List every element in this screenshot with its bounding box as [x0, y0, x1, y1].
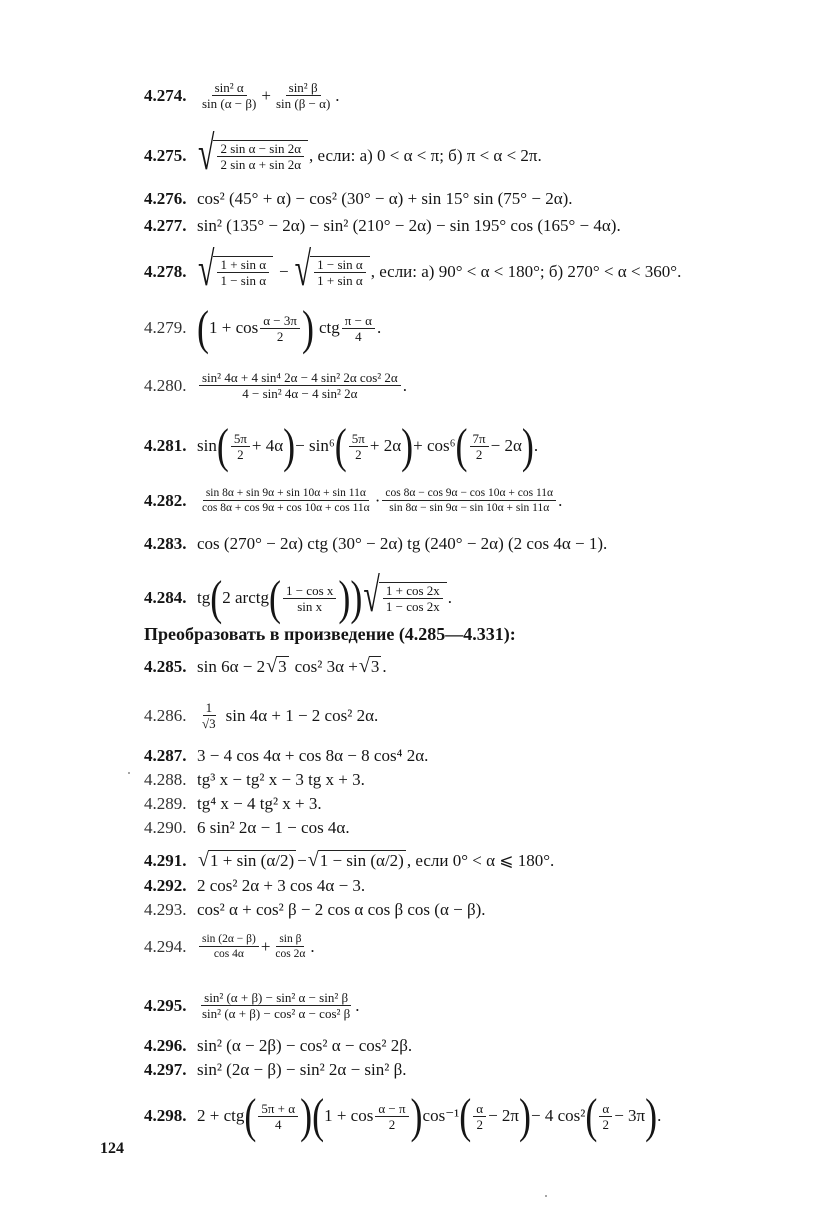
expression-part: − 2π	[488, 1106, 520, 1125]
denominator: 2	[237, 446, 244, 462]
problem-expression: ( 1 + cos $\frac{\alpha - 3\pi}{2}$ ) ctg $\frac{\pi - \alpha}{4}$ .	[197, 301, 382, 355]
operator: −	[297, 850, 307, 870]
problem-number: 4.297.	[144, 1060, 187, 1079]
problem-4-292	[144, 876, 797, 896]
expression-part: − 3π	[614, 1106, 646, 1125]
punctuation: .	[447, 588, 453, 607]
denominator: sin 8α − sin 9α − sin 10α + sin 11α	[389, 502, 550, 514]
fraction	[382, 486, 556, 515]
expression-part: 1 + cos	[209, 318, 259, 337]
numerator: sin² (α + β) − sin² α − sin² β	[201, 990, 351, 1006]
problem-expression: 2 + ctg ( $\frac{5\pi + \alpha}{4}$ ) ( 1 + cos $\frac{\alpha - \pi}{2}$ ) cos⁻¹ ( $\frac{\alpha}{2}$ − 2π ) − 4 cos² ( $\frac{\alpha}{2}$ − 3π ) .	[197, 1089, 662, 1143]
problem-number: 4.293.	[144, 900, 187, 919]
problem-number: 4.278.	[144, 262, 187, 281]
problem-expression: 2 cos² 2α + 3 cos 4α − 3.	[197, 876, 366, 895]
problem-4-298	[144, 1089, 797, 1143]
numerator: sin² 4α + 4 sin⁴ 2α − 4 sin² 2α cos² 2α	[199, 370, 401, 386]
expression-part: sin 4α + 1 − 2 cos² 2α.	[225, 705, 379, 725]
problem-number: 4.274.	[144, 85, 187, 105]
expression-part: + 4α	[251, 436, 284, 455]
problem-number: 4.277.	[144, 216, 187, 235]
condition-text: , если: а) 0 < α < π; б) π < α < 2π.	[309, 146, 542, 165]
numerator: 1 + sin α	[217, 257, 269, 273]
expression-part: cos⁻¹	[422, 1106, 460, 1125]
denominator: cos 2α	[275, 948, 306, 960]
problem-4-286	[144, 700, 797, 731]
square-root: √ 3	[266, 655, 287, 677]
punctuation: .	[558, 490, 563, 510]
fraction	[342, 313, 375, 344]
problem-number: 4.275.	[144, 146, 187, 165]
condition-text: , если: а) 90° < α < 180°; б) 270° < α < 360°.	[370, 262, 682, 281]
fraction	[258, 1101, 298, 1132]
problem-number: 4.295.	[144, 995, 187, 1015]
square-root: √ 1 − sin (α/2)	[307, 849, 404, 871]
problem-expression: tg³ x − tg² x − 3 tg x + 3.	[197, 770, 365, 789]
expression-part: + 2α	[369, 436, 402, 455]
fraction	[272, 932, 308, 961]
problem-4-294	[144, 932, 797, 961]
fraction	[217, 141, 304, 172]
punctuation: .	[376, 318, 382, 337]
expression-part: − 4 cos²	[531, 1106, 586, 1125]
problem-number: 4.287.	[144, 746, 187, 765]
problem-expression: cos (270° − 2α) ctg (30° − 2α) tg (240° − 2α) (2 cos 4α − 1).	[197, 534, 608, 553]
denominator: sin² (α + β) − cos² α − cos² β	[202, 1006, 351, 1021]
numerator: α	[473, 1101, 486, 1117]
expression-part: tg	[197, 588, 211, 607]
numerator: sin 8α + sin 9α + sin 10α + sin 11α	[203, 486, 369, 501]
denominator: cos 4α	[213, 948, 244, 960]
square-root: √ 3	[358, 655, 380, 677]
problem-number: 4.285.	[144, 656, 187, 676]
problem-4-280	[144, 370, 797, 401]
problem-number: 4.283.	[144, 534, 187, 553]
numerator: 1 + cos 2x	[383, 583, 443, 599]
square-root: √ $\frac{\text{1 + sin α}}{\text{1 − sin α}}$	[198, 256, 273, 288]
problem-expression	[197, 932, 315, 961]
operator: −	[279, 262, 289, 281]
numerator: sin² α	[212, 80, 247, 96]
problem-expression	[197, 370, 407, 401]
denominator: 1 − sin α	[220, 273, 267, 288]
operator: +	[260, 936, 271, 956]
problem-expression	[197, 486, 562, 515]
numerator: 1 − sin α	[314, 257, 366, 273]
problem-4-287	[144, 746, 797, 766]
problem-expression: tg⁴ x − 4 tg² x + 3.	[197, 794, 322, 813]
numerator: sin (2α − β)	[199, 932, 259, 947]
square-root: √ $\frac{\text{2 sin α − sin 2α}}{\text{2 sin α + sin 2α}}$	[198, 140, 308, 172]
fraction	[199, 990, 353, 1021]
expression-part: − sin⁶	[295, 436, 335, 455]
expression-part: 2 arctg	[222, 588, 269, 607]
numerator: 1	[203, 700, 216, 716]
problem-4-288	[144, 770, 797, 790]
problem-number: 4.286.	[144, 705, 187, 725]
denominator: 2	[355, 446, 362, 462]
numerator: cos 8α − cos 9α − cos 10α + cos 11α	[382, 486, 556, 501]
fraction	[473, 1101, 486, 1132]
fraction	[217, 257, 269, 288]
punctuation: .	[310, 936, 315, 956]
fraction	[199, 932, 259, 961]
problem-number: 4.281.	[144, 436, 187, 455]
problem-4-296	[144, 1036, 797, 1056]
problem-number: 4.279.	[144, 318, 187, 337]
numerator: 5π	[231, 431, 250, 447]
denominator: 1 + sin α	[317, 273, 363, 288]
expression-part: sin	[197, 436, 217, 455]
numerator: 5π + α	[258, 1101, 298, 1117]
fraction	[470, 431, 489, 462]
square-root: √ $\frac{\text{1 − sin α}}{\text{1 + sin α}}$	[295, 256, 370, 288]
problem-number: 4.294.	[144, 936, 187, 956]
condition-text: , если 0° < α ⩽ 180°.	[406, 850, 555, 870]
numerator: 2 sin α − sin 2α	[217, 141, 304, 157]
page-number: 124	[100, 1140, 124, 1157]
problem-number: 4.282.	[144, 490, 187, 510]
denominator: 2	[475, 446, 483, 462]
fraction	[599, 1101, 612, 1132]
denominator: sin x	[297, 598, 323, 614]
expression-part: − 2α	[490, 436, 522, 455]
problem-number: 4.288.	[144, 770, 187, 789]
problem-expression	[197, 127, 542, 180]
problem-number: 4.289.	[144, 794, 187, 813]
denominator: 2	[388, 1116, 396, 1132]
operator: +	[261, 85, 271, 105]
problem-number: 4.276.	[144, 189, 187, 208]
numerator: α − 3π	[260, 313, 300, 329]
problem-number: 4.290.	[144, 818, 187, 837]
punctuation: .	[657, 1106, 662, 1125]
problem-expression: 6 sin² 2α − 1 − cos 4α.	[197, 818, 350, 837]
problem-4-276	[144, 189, 797, 209]
problem-number: 4.292.	[144, 876, 187, 895]
problem-expression	[197, 80, 340, 111]
denominator: √3	[202, 716, 216, 731]
problem-number: 4.291.	[144, 850, 187, 870]
problem-4-284	[144, 569, 797, 625]
problem-expression	[197, 850, 554, 871]
fraction	[349, 431, 368, 462]
problem-4-291	[144, 850, 797, 871]
denominator: sin (β − α)	[275, 96, 331, 111]
fraction	[231, 431, 250, 462]
problem-4-277	[144, 216, 797, 236]
problem-expression: cos² (45° + α) − cos² (30° − α) + sin 15° sin (75° − 2α).	[197, 189, 573, 208]
fraction	[375, 1101, 408, 1132]
denominator: sin (α − β)	[202, 96, 257, 111]
numerator: 5π	[349, 431, 368, 447]
denominator: 1 − cos 2x	[385, 599, 440, 614]
problem-expression: sin ( $\frac{5\pi}{2}$ + 4α ) − sin⁶ ( $\frac{5\pi}{2}$ + 2α ) + cos⁶ ( $\frac{7\pi}{2}$ − 2α ) .	[197, 419, 539, 473]
fraction	[260, 313, 300, 344]
problem-expression: tg ( 2 arctg ( $\frac{\text{1 − cos x}}{\text{sin x}}$ ) ) √ $\frac{1 + \cos 2x}{1 - \cos 2x}$ .	[197, 569, 453, 625]
problem-expression	[197, 243, 682, 296]
fraction	[199, 700, 219, 731]
numerator: 1 − cos x	[283, 583, 336, 599]
denominator: 4	[274, 1116, 282, 1132]
problem-4-285	[144, 656, 797, 677]
numerator: α	[599, 1101, 612, 1117]
expression-part: 1 + cos	[324, 1106, 374, 1125]
denominator: 4	[355, 328, 362, 344]
problem-4-279	[144, 301, 797, 355]
denominator: 2	[276, 328, 284, 344]
problem-4-295	[144, 990, 797, 1021]
problem-expression: sin² (2α − β) − sin² 2α − sin² β.	[197, 1060, 407, 1079]
problem-number: 4.298.	[144, 1106, 187, 1125]
punctuation: .	[382, 656, 387, 676]
numerator: 7π	[470, 431, 489, 447]
problem-4-297	[144, 1060, 797, 1080]
problem-expression	[197, 656, 387, 677]
problem-4-282	[144, 486, 797, 515]
fraction	[199, 486, 373, 515]
expression-part: sin 6α − 2	[197, 656, 266, 676]
square-root: √ 1 + sin (α/2)	[198, 849, 295, 871]
fraction	[199, 80, 259, 111]
problem-4-290	[144, 818, 797, 838]
fraction	[199, 370, 401, 401]
punctuation: .	[355, 995, 360, 1015]
fraction	[383, 583, 443, 614]
denominator: 2	[602, 1116, 610, 1132]
punctuation: .	[402, 375, 407, 395]
problem-4-293	[144, 900, 797, 920]
numerator: sin β	[276, 932, 304, 947]
fraction	[283, 583, 336, 614]
problem-expression	[197, 990, 360, 1021]
problem-number: 4.296.	[144, 1036, 187, 1055]
punctuation: .	[335, 85, 340, 105]
denominator: 2 sin α + sin 2α	[220, 157, 302, 172]
numerator: α − π	[375, 1101, 408, 1117]
problem-4-289	[144, 794, 797, 814]
expression-part: cos² 3α +	[294, 656, 358, 676]
fraction	[273, 80, 333, 111]
numerator: sin² β	[286, 80, 321, 96]
problem-number: 4.280.	[144, 375, 187, 395]
problem-number: 4.284.	[144, 588, 187, 607]
problem-4-281	[144, 419, 797, 473]
fraction	[314, 257, 366, 288]
section-title: Преобразовать в произведение (4.285—4.331):	[144, 624, 516, 644]
problem-4-274	[144, 80, 797, 111]
numerator: π − α	[342, 313, 375, 329]
problem-4-278	[144, 243, 797, 296]
scan-speck	[545, 1195, 547, 1197]
denominator: 4 − sin² 4α − 4 sin² 2α	[242, 386, 358, 401]
problem-4-275	[144, 127, 797, 180]
problem-4-283	[144, 534, 797, 554]
expression-part: + cos⁶	[413, 436, 456, 455]
scan-speck	[128, 772, 130, 774]
denominator: 2	[476, 1116, 483, 1132]
operator: ·	[374, 490, 381, 510]
denominator: cos 8α + cos 9α + cos 10α + cos 11α	[202, 502, 370, 514]
square-root: √ $\frac{1 + \cos 2x}{1 - \cos 2x}$	[363, 582, 446, 614]
expression-part: ctg	[318, 318, 340, 337]
problem-expression: 3 − 4 cos 4α + cos 8α − 8 cos⁴ 2α.	[197, 746, 429, 765]
expression-part: 2 + ctg	[197, 1106, 245, 1125]
problem-expression	[197, 700, 378, 731]
problem-expression: sin² (135° − 2α) − sin² (210° − 2α) − sin 195° cos (165° − 4α).	[197, 216, 621, 235]
problem-expression: sin² (α − 2β) − cos² α − cos² 2β.	[197, 1036, 413, 1055]
problem-expression: cos² α + cos² β − 2 cos α cos β cos (α − β).	[197, 900, 486, 919]
punctuation: .	[533, 436, 539, 455]
